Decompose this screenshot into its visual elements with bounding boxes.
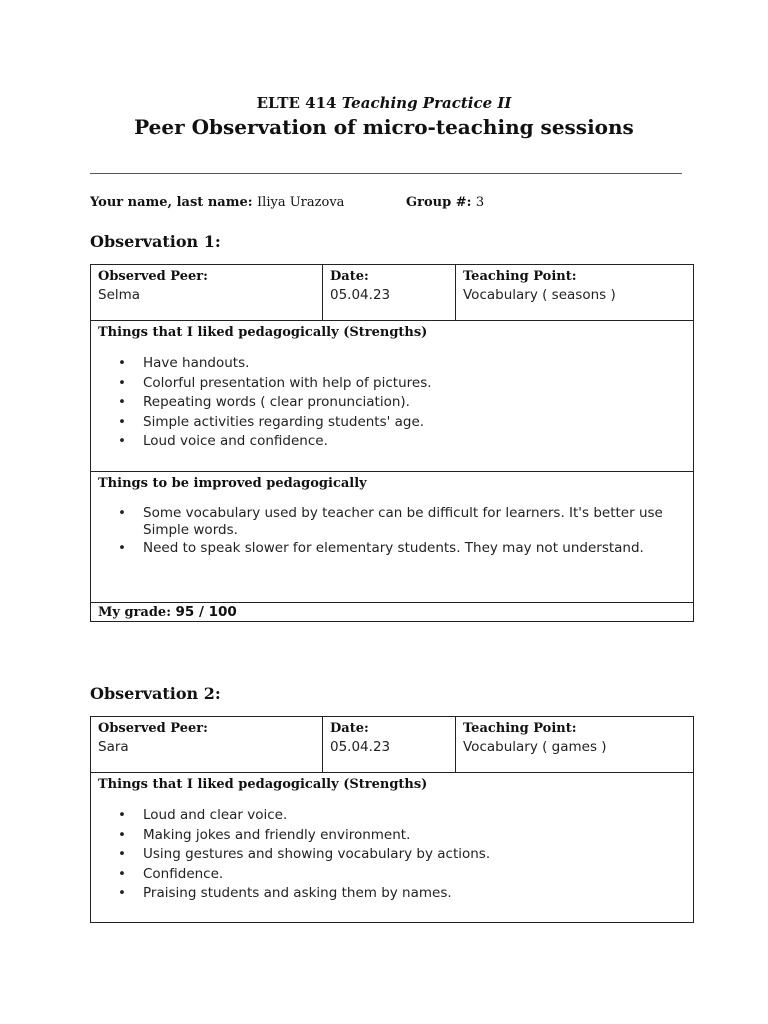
date-cell [323, 265, 456, 320]
list-item: • Loud voice and confidence. [118, 432, 686, 452]
teaching-point-label: Teaching Point: [463, 721, 577, 736]
strengths-list [98, 354, 686, 452]
date-value: 05.04.23 [330, 739, 391, 755]
course-line [0, 94, 768, 112]
group-line [406, 195, 484, 210]
observation-1-info-row [91, 265, 693, 321]
list-item: • Need to speak slower for elementary students. They may not understand. [118, 539, 686, 558]
teaching-point-cell [456, 717, 693, 772]
teaching-point-value: Vocabulary ( seasons ) [463, 287, 616, 303]
strengths-title: Things that I liked pedagogically (Strengths) [98, 325, 428, 340]
course-code: ELTE 414 [256, 94, 337, 112]
list-item: • Repeating words ( clear pronunciation). [118, 393, 686, 413]
date-label: Date: [330, 721, 369, 736]
observed-peer-value: Selma [98, 287, 141, 303]
name-label: Your name, last name: [90, 195, 253, 210]
list-item: • Some vocabulary used by teacher can be difficult for learners. It's better use Simple words. [118, 505, 686, 539]
list-item: • Loud and clear voice. [118, 806, 686, 826]
observation-2-heading: Observation 2: [90, 684, 221, 703]
strengths-section [91, 321, 693, 472]
observed-peer-cell [91, 265, 323, 320]
list-item: • Making jokes and friendly environment. [118, 826, 686, 846]
student-name-line [90, 195, 344, 210]
strengths-title: Things that I liked pedagogically (Strengths) [98, 777, 428, 792]
strengths-list [98, 806, 686, 904]
list-item: • Have handouts. [118, 354, 686, 374]
observation-1-heading: Observation 1: [90, 232, 221, 251]
date-label: Date: [330, 269, 369, 284]
grade-value: 95 / 100 [175, 604, 237, 620]
title-divider [90, 173, 682, 174]
improvements-section [91, 472, 693, 603]
observation-1-table [90, 264, 694, 622]
list-item: • Using gestures and showing vocabulary by actions. [118, 845, 686, 865]
list-item: • Praising students and asking them by names. [118, 884, 686, 904]
grade-row [91, 603, 693, 621]
observation-2-info-row [91, 717, 693, 773]
observed-peer-label: Observed Peer: [98, 269, 208, 284]
teaching-point-label: Teaching Point: [463, 269, 577, 284]
list-item: • Colorful presentation with help of pictures. [118, 374, 686, 394]
strengths-section [91, 773, 693, 922]
improvements-title: Things to be improved pedagogically [98, 476, 367, 491]
teaching-point-value: Vocabulary ( games ) [463, 739, 607, 755]
list-item: • Confidence. [118, 865, 686, 885]
group-label: Group #: [406, 195, 472, 210]
observed-peer-cell [91, 717, 323, 772]
teaching-point-cell [456, 265, 693, 320]
improvements-list [98, 505, 686, 558]
date-value: 05.04.23 [330, 287, 391, 303]
list-item: • Simple activities regarding students' age. [118, 413, 686, 433]
grade-label: My grade: [98, 605, 171, 620]
name-value: Iliya Urazova [257, 195, 345, 210]
observation-2-table [90, 716, 694, 923]
course-name: Teaching Practice II [341, 94, 512, 112]
date-cell [323, 717, 456, 772]
page-title: Peer Observation of micro-teaching sessions [134, 115, 634, 139]
observed-peer-value: Sara [98, 739, 129, 755]
group-value: 3 [475, 195, 485, 210]
observed-peer-label: Observed Peer: [98, 721, 208, 736]
